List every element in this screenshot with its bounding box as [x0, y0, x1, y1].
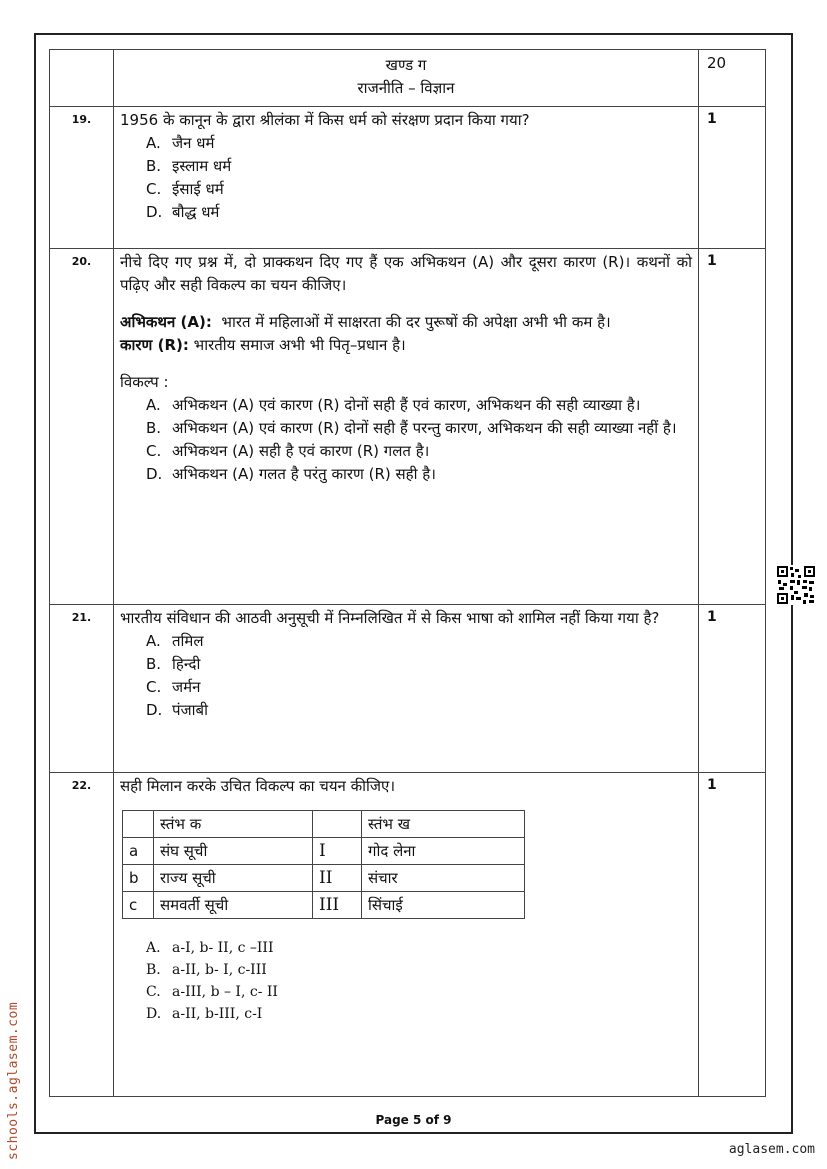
section-marks: 20: [699, 50, 766, 107]
option-label: C.: [146, 442, 162, 460]
option-label: B.: [146, 655, 162, 673]
match-row: [123, 838, 525, 865]
option-label: D.: [146, 701, 163, 719]
assertion-text: भारत में महिलाओं में साक्षरता की दर पुरूषों की अपेक्षा अभी भी कम है।: [221, 313, 611, 331]
option-label: C.: [146, 180, 162, 198]
option-text: a-III, b – I, c- II: [172, 984, 278, 1000]
option: [120, 201, 692, 224]
question-row: [50, 249, 766, 605]
section-header-row: [50, 50, 766, 107]
question-number: 22.: [50, 773, 114, 1097]
option-text: अभिकथन (A) सही है एवं कारण (R) गलत है।: [172, 442, 430, 460]
match-header-row: [123, 811, 525, 838]
question-number: 20.: [50, 249, 114, 605]
option-label: D.: [146, 203, 163, 221]
option: [120, 959, 692, 981]
question-marks: 1: [699, 107, 766, 249]
option: [120, 463, 692, 486]
option-text: पंजाबी: [172, 701, 208, 719]
question-body: [114, 773, 699, 1097]
option-text: ईसाई धर्म: [172, 180, 224, 198]
match-key: b: [123, 865, 154, 892]
roman-cell: I: [313, 838, 362, 865]
option: [120, 417, 692, 440]
reason-label: कारण (R):: [120, 336, 189, 354]
section-subject: राजनीति – विज्ञान: [357, 79, 455, 97]
blank-number-cell: [50, 50, 114, 107]
match-key: a: [123, 838, 154, 865]
roman-header: [313, 811, 362, 838]
option-label: B.: [146, 157, 162, 175]
option: [120, 653, 692, 676]
qr-code-icon[interactable]: [776, 565, 816, 605]
question-marks: 1: [699, 605, 766, 773]
column-b-header: स्तंभ ख: [362, 811, 525, 838]
option: [120, 937, 692, 959]
section-heading: [114, 50, 699, 107]
option-label: D.: [146, 465, 163, 483]
option: [120, 440, 692, 463]
column-a-cell: समवर्ती सूची: [154, 892, 313, 919]
column-b-cell: गोद लेना: [362, 838, 525, 865]
option: [120, 394, 692, 417]
question-stem: नीचे दिए गए प्रश्न में, दो प्राक्कथन दिए गए हैं एक अभिकथन (A) और दूसरा कारण (R)। कथनों को पढ़िए और सही विकल्प का चयन कीजिए।: [120, 253, 692, 294]
column-a-cell: संघ सूची: [154, 838, 313, 865]
option-text: हिन्दी: [172, 655, 201, 673]
question-marks: 1: [699, 249, 766, 605]
page-footer: Page 5 of 9: [375, 1113, 452, 1127]
section-title: खण्ड ग: [385, 56, 427, 74]
question-number: 21.: [50, 605, 114, 773]
question-body: [114, 605, 699, 773]
option-text: जर्मन: [172, 678, 201, 696]
roman-cell: II: [313, 865, 362, 892]
option-text: अभिकथन (A) एवं कारण (R) दोनों सही हैं एवं कारण, अभिकथन की सही व्याख्या है।: [172, 396, 641, 414]
question-body: [114, 107, 699, 249]
column-a-cell: राज्य सूची: [154, 865, 313, 892]
option-text: तमिल: [172, 632, 204, 650]
column-b-cell: संचार: [362, 865, 525, 892]
column-b-cell: सिंचाई: [362, 892, 525, 919]
option: [120, 981, 692, 1003]
option-label: B.: [146, 962, 161, 978]
bottom-watermark: aglasem.com: [728, 1142, 815, 1157]
match-key-header: [123, 811, 154, 838]
question-row: [50, 107, 766, 249]
option: [120, 1003, 692, 1025]
option-text: a-II, b- I, c-III: [172, 962, 267, 978]
reason-text: भारतीय समाज अभी भी पितृ–प्रधान है।: [193, 336, 406, 354]
question-stem: सही मिलान करके उचित विकल्प का चयन कीजिए।: [120, 777, 396, 795]
option-label: D.: [146, 1006, 162, 1022]
option-label: A.: [146, 940, 161, 956]
option-text: a-I, b- II, c –III: [172, 940, 274, 956]
option-label: C.: [146, 984, 161, 1000]
question-stem: 1956 के कानून के द्वारा श्रीलंका में किस धर्म को संरक्षण प्रदान किया गया?: [120, 111, 530, 129]
option-text: a-II, b-III, c-I: [172, 1006, 263, 1022]
option-text: इस्लाम धर्म: [172, 157, 232, 175]
question-stem: भारतीय संविधान की आठवी अनुसूची में निम्नलिखित में से किस भाषा को शामिल नहीं किया गया है?: [120, 609, 660, 627]
option-label: A.: [146, 396, 161, 414]
option: [120, 155, 692, 178]
roman-cell: III: [313, 892, 362, 919]
option-text: अभिकथन (A) गलत है परंतु कारण (R) सही है।: [172, 465, 436, 483]
option-text: जैन धर्म: [172, 134, 215, 152]
question-row: [50, 605, 766, 773]
side-watermark: schools.aglasem.com: [6, 1001, 21, 1160]
question-marks: 1: [699, 773, 766, 1097]
match-row: [123, 865, 525, 892]
match-row: [123, 892, 525, 919]
option: [120, 676, 692, 699]
assertion: [120, 311, 692, 334]
question-row: [50, 773, 766, 1097]
match-table: [122, 810, 525, 919]
question-body: [114, 249, 699, 605]
assertion-label: अभिकथन (A):: [120, 313, 212, 331]
question-table: [49, 49, 766, 1097]
column-a-header: स्तंभ क: [154, 811, 313, 838]
option: [120, 132, 692, 155]
option-label: C.: [146, 678, 162, 696]
option: [120, 699, 692, 722]
option: [120, 630, 692, 653]
option: [120, 178, 692, 201]
option-text: अभिकथन (A) एवं कारण (R) दोनों सही हैं परन्तु कारण, अभिकथन की सही व्याख्या नहीं है।: [172, 419, 677, 437]
reason: [120, 334, 692, 357]
option-label: A.: [146, 632, 161, 650]
question-number: 19.: [50, 107, 114, 249]
option-text: बौद्ध धर्म: [172, 203, 220, 221]
option-label: A.: [146, 134, 161, 152]
match-key: c: [123, 892, 154, 919]
options-heading: विकल्प :: [120, 373, 169, 391]
option-label: B.: [146, 419, 162, 437]
